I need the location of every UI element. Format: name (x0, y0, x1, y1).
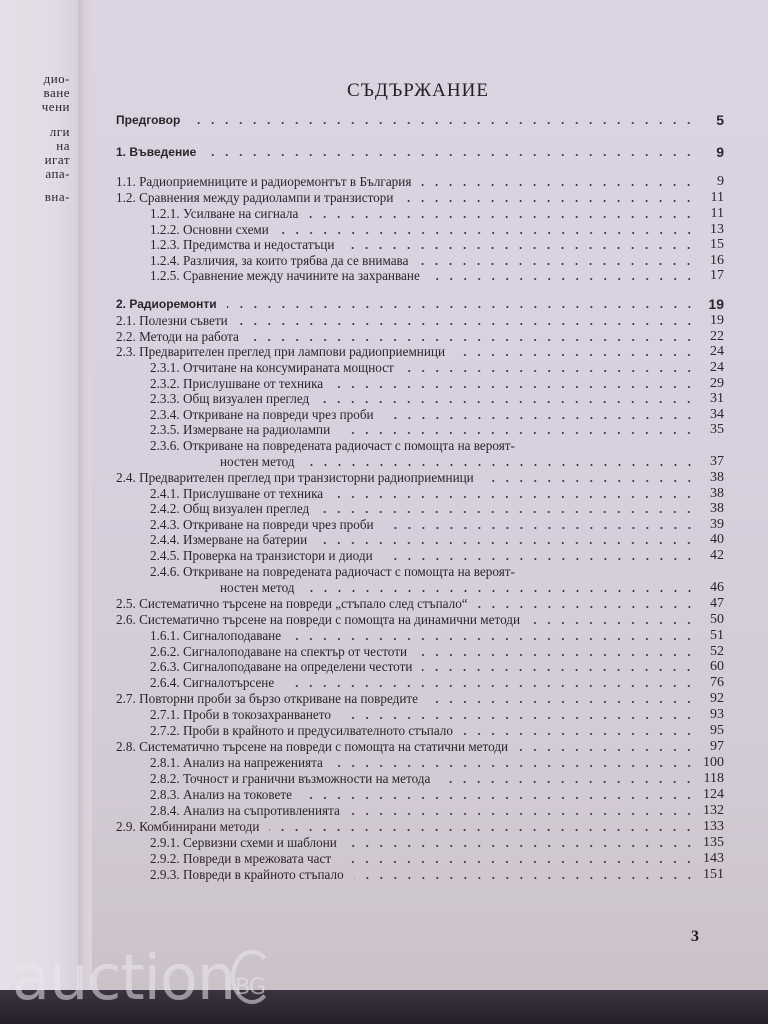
toc-entry-title (116, 724, 453, 738)
toc-entry[interactable] (116, 207, 724, 221)
dot-leader (190, 122, 696, 124)
toc-entry[interactable] (116, 345, 724, 359)
toc-entry-number: 1.2.4. (150, 253, 180, 268)
toc-entry[interactable] (116, 191, 724, 205)
toc-entry[interactable] (116, 788, 724, 802)
toc-entry[interactable] (116, 565, 724, 579)
toc-entry-number: 2.3.2. (150, 376, 180, 391)
toc-entry-number: 2.4.6. (150, 564, 180, 579)
toc-entry-label: Проби в токозахранването (182, 707, 331, 722)
toc-entry-title (116, 613, 520, 627)
toc-entry-title (116, 330, 239, 344)
dot-leader (319, 401, 696, 403)
toc-entry-number: 2.4.1. (150, 486, 180, 501)
toc-entry-number: 1. (116, 145, 127, 159)
toc-entry-title (116, 471, 474, 485)
toc-entry-number: 2.5. (116, 596, 136, 611)
toc-entry-label: Откриване на повредената радиочаст с помощта на вероят- (182, 564, 515, 579)
dot-leader (530, 622, 696, 624)
dot-leader (317, 542, 696, 544)
toc-entry-title (116, 645, 407, 659)
toc-entry-label: Систематично търсене на повреди с помощта на статични методи (139, 739, 509, 754)
dot-leader (269, 829, 696, 831)
toc-entry-label: Радиоремонти (129, 297, 217, 311)
toc-entry[interactable] (116, 392, 724, 406)
toc-entry-page: 118 (703, 771, 724, 786)
toc-entry-page: 38 (710, 470, 724, 485)
toc-entry-title (116, 740, 508, 754)
toc-entry-number: 2. (116, 297, 127, 311)
toc-entry-label: Повреди в крайното стъпало (182, 867, 344, 882)
dot-leader (238, 323, 696, 325)
toc-entry-page: 143 (703, 851, 724, 866)
toc-entry[interactable] (116, 439, 724, 453)
toc-entry-number: 2.6.4. (150, 675, 180, 690)
toc-entry-label: Сравнения между радиолампи и транзистори (139, 190, 394, 205)
toc-entry-title (116, 868, 344, 882)
toc-entry-title (116, 549, 373, 563)
toc-entry[interactable] (116, 740, 724, 754)
toc-entry[interactable] (116, 613, 724, 627)
toc-entry-number: 2.3.6. (150, 438, 180, 453)
toc-entry[interactable] (116, 836, 724, 850)
toc-entry-page: 76 (710, 675, 724, 690)
toc-entry-number: 1.2.5. (150, 268, 180, 283)
dot-leader (305, 464, 696, 466)
toc-entry-label: Предговор (116, 113, 181, 127)
toc-entry-number: 2.9. (116, 819, 136, 834)
dot-leader (227, 306, 696, 308)
toc-entry[interactable] (116, 145, 724, 159)
toc-entry-label: Измерване на батерии (182, 532, 308, 547)
toc-entry-title (116, 269, 420, 283)
toc-entry-label: Предварителен преглед при транзисторни радиоприемници (139, 470, 474, 485)
toc-entry-label: Методи на работа (139, 329, 239, 344)
page-title: СЪДЪРЖАНИЕ (347, 80, 489, 101)
toc-entry-number: 2.3.3. (150, 391, 180, 406)
toc-entry-title (116, 502, 309, 516)
toc-entry-page: 42 (710, 548, 724, 563)
toc-entry[interactable] (116, 660, 724, 674)
toc-entry-page: 34 (710, 407, 724, 422)
toc-entry-title (116, 836, 337, 850)
right-page (92, 0, 768, 990)
dot-leader (340, 432, 696, 434)
toc-entry-label: Предварителен преглед при лампови радиоприемници (139, 344, 446, 359)
toc-entry[interactable] (116, 330, 724, 344)
toc-entry-number: 2.6.3. (150, 659, 180, 674)
toc-entry-label: Сигналоподаване на определени честоти (182, 659, 413, 674)
toc-entry-label: Прислушване от техника (182, 486, 324, 501)
toc-entry-page: 15 (710, 237, 724, 252)
toc-entry-number: 2.3.1. (150, 360, 180, 375)
toc-entry-label: Общ визуален преглед (182, 391, 310, 406)
toc-entry-title (116, 423, 330, 437)
toc-entry[interactable] (116, 692, 724, 706)
toc-entry-page: 11 (710, 190, 724, 205)
left-page-text-fragment: чени (41, 99, 70, 114)
toc-entry-title (116, 820, 259, 834)
toc-entry-page: 19 (710, 313, 724, 328)
toc-entry[interactable] (116, 423, 724, 437)
toc-entry-number: 2.8.3. (150, 787, 180, 802)
toc-entry-title (116, 852, 331, 866)
dot-leader (291, 638, 696, 640)
toc-entry-label: Анализ на напреженията (182, 755, 323, 770)
toc-entry-title (116, 223, 269, 237)
toc-entry-title (116, 676, 274, 690)
dot-leader (478, 606, 696, 608)
toc-entry-label: Откриване на повреди чрез проби (182, 407, 374, 422)
dot-leader (341, 717, 696, 719)
dot-leader (422, 669, 696, 671)
toc-entry-label: Общ визуален преглед (182, 501, 310, 516)
toc-entry-title (116, 692, 418, 706)
toc-entry-label: Сигналоподаване (182, 628, 282, 643)
toc-entry-label: Систематично търсене на повреди с помощта на динамични методи (139, 612, 521, 627)
toc-entry-number: 2.4.4. (150, 532, 180, 547)
dot-leader (308, 216, 696, 218)
dot-leader (383, 558, 696, 560)
toc-entry-label: Прислушване от техника (182, 376, 324, 391)
toc-entry-page: 13 (710, 222, 724, 237)
toc-entry[interactable] (116, 471, 724, 485)
toc-entry-label: Анализ на токовете (182, 787, 293, 802)
toc-entry-label: Сервизни схеми и шаблони (182, 835, 337, 850)
toc-entry-label: Сигналоподаване на спектър от честоти (182, 644, 408, 659)
toc-entry-label: Измерване на радиолампи (182, 422, 331, 437)
dot-leader (428, 701, 696, 703)
toc-entry-title (116, 455, 295, 469)
toc-entry-page: 35 (710, 422, 724, 437)
toc-entry-title (116, 581, 295, 595)
left-page-text-fragment: игат (44, 152, 70, 167)
toc-entry-title (116, 238, 334, 252)
watermark-text: auction (12, 941, 236, 1014)
toc-entry-title (116, 660, 412, 674)
page-number: 3 (691, 928, 699, 945)
toc-entry[interactable] (116, 868, 724, 882)
toc-entry-number: 2.7.1. (150, 707, 180, 722)
toc-entry[interactable] (116, 175, 724, 189)
toc-entry-number: 2.4.2. (150, 501, 180, 516)
dot-leader (302, 797, 696, 799)
toc-entry-label: Отчитане на консумираната мощност (182, 360, 394, 375)
toc-entry[interactable] (116, 297, 724, 311)
toc-entry-label: ностен метод (220, 454, 295, 469)
toc-entry-number: 2.4.3. (150, 517, 180, 532)
toc-entry-label: Повторни проби за бързо откриване на повредите (139, 691, 419, 706)
toc-entry-title (116, 439, 515, 453)
toc-entry-label: Проби в крайното и предусилвателното стъпало (182, 723, 453, 738)
dot-leader (430, 278, 696, 280)
toc-entry[interactable] (116, 676, 724, 690)
toc-entry-number: 2.8.2. (150, 771, 180, 786)
toc-entry-page: 11 (710, 206, 724, 221)
toc-entry-page: 151 (703, 867, 724, 882)
toc-entry-label: Систематично търсене на повреди „стъпало след стъпало“ (139, 596, 468, 611)
toc-entry-page: 100 (703, 755, 724, 770)
toc-entry[interactable] (116, 549, 724, 563)
left-page-text-fragment: лги (49, 124, 70, 139)
toc-entry-number: 2.4.5. (150, 548, 180, 563)
toc-entry-page: 37 (710, 454, 724, 469)
toc-entry-title (116, 392, 309, 406)
toc-entry[interactable] (116, 455, 724, 469)
toc-entry-page: 50 (710, 612, 724, 627)
toc-entry-title (116, 804, 340, 818)
toc-entry-number: 1.1. (116, 174, 136, 189)
toc-entry-title (116, 772, 430, 786)
dot-leader (354, 877, 696, 879)
dot-leader (284, 685, 696, 687)
dot-leader (344, 247, 696, 249)
toc-entry-page: 132 (703, 803, 724, 818)
toc-entry-page: 47 (710, 596, 724, 611)
toc-entry[interactable] (116, 597, 724, 611)
toc-entry-page: 38 (710, 486, 724, 501)
toc-entry-page: 24 (710, 360, 724, 375)
toc-entry-label: ностен метод (220, 580, 295, 595)
toc-entry-label: Точност и гранични възможности на метода (182, 771, 431, 786)
toc-entry-page: 60 (710, 659, 724, 674)
toc-entry-title (116, 254, 408, 268)
toc-entry-number: 2.3.4. (150, 407, 180, 422)
toc-entry-page: 92 (710, 691, 724, 706)
toc-entry-title (116, 756, 323, 770)
toc-entry-title (116, 788, 292, 802)
toc-entry-page: 16 (710, 253, 724, 268)
toc-entry[interactable] (116, 645, 724, 659)
toc-entry-title (116, 518, 374, 532)
toc-entry-number: 2.9.3. (150, 867, 180, 882)
toc-entry-title (116, 207, 298, 221)
toc-entry-title (116, 314, 228, 328)
toc-entry-title (116, 487, 323, 501)
toc-entry-title (116, 565, 515, 579)
book-gutter (78, 0, 92, 990)
toc-entry-page: 46 (710, 580, 724, 595)
dot-leader (333, 765, 696, 767)
toc-entry-label: Откриване на повредената радиочаст с помощта на вероят- (182, 438, 515, 453)
toc-entry[interactable] (116, 756, 724, 770)
toc-entry-page: 9 (717, 174, 724, 189)
dot-leader (421, 184, 696, 186)
toc-entry-label: Повреди в мрежовата част (182, 851, 332, 866)
toc-entry-number: 2.9.2. (150, 851, 180, 866)
toc-entry-number: 2.8.4. (150, 803, 180, 818)
toc-entry-page: 51 (710, 628, 724, 643)
dot-leader (206, 154, 696, 156)
toc-entry-number: 1.2. (116, 190, 136, 205)
toc-entry-page: 40 (710, 532, 724, 547)
dot-leader (305, 590, 696, 592)
toc-entry[interactable] (116, 724, 724, 738)
toc-entry-label: Радиоприемниците и радиоремонтът в България (139, 174, 412, 189)
toc-entry-number: 2.3.5. (150, 422, 180, 437)
toc-entry-title (116, 145, 196, 159)
toc-entry-page: 31 (710, 391, 724, 406)
toc-entry-label: Откриване на повреди чрез проби (182, 517, 374, 532)
toc-entry-page: 17 (710, 268, 724, 283)
left-page-text-fragment: дио- (43, 71, 70, 86)
toc-entry[interactable] (116, 629, 724, 643)
toc-entry[interactable] (116, 269, 724, 283)
dot-leader (418, 263, 696, 265)
toc-entry-page: 9 (716, 144, 724, 160)
toc-entry-title (116, 377, 323, 391)
dot-leader (347, 845, 696, 847)
toc-entry-title (116, 629, 281, 643)
dot-leader (417, 654, 696, 656)
toc-entry-label: Проверка на транзистори и диоди (182, 548, 373, 563)
toc-entry-label: Полезни съвети (139, 313, 228, 328)
dot-leader (350, 813, 696, 815)
toc-entry-number: 2.8. (116, 739, 136, 754)
dot-leader (279, 232, 696, 234)
dot-leader (403, 200, 696, 202)
toc-entry[interactable] (116, 518, 724, 532)
left-page-edge (0, 0, 78, 990)
toc-entry-number: 2.8.1. (150, 755, 180, 770)
toc-entry-label: Предимства и недостатъци (182, 237, 335, 252)
toc-entry-label: Анализ на съпротивленията (182, 803, 340, 818)
toc-entry-title (116, 361, 394, 375)
toc-entry-number: 2.9.1. (150, 835, 180, 850)
toc-entry[interactable] (116, 772, 724, 786)
toc-entry-label: Различия, за които трябва да се внимава (182, 253, 409, 268)
toc-entry-page: 124 (703, 787, 724, 802)
toc-entry-page: 22 (710, 329, 724, 344)
dot-leader (484, 480, 696, 482)
toc-entry-page: 38 (710, 501, 724, 516)
toc-entry-title (116, 297, 217, 311)
toc-entry-label: Сравнение между начините на захранване (182, 268, 420, 283)
toc-entry[interactable] (116, 377, 724, 391)
toc-entry-page: 5 (716, 112, 724, 128)
toc-entry-label: Комбинирани методи (139, 819, 260, 834)
toc-entry-title (116, 113, 180, 127)
toc-entry[interactable] (116, 113, 724, 127)
toc-entry-page: 39 (710, 517, 724, 532)
dot-leader (333, 496, 696, 498)
toc-entry[interactable] (116, 708, 724, 722)
toc-entry[interactable] (116, 223, 724, 237)
toc-entry[interactable] (116, 314, 724, 328)
toc-entry-number: 2.1. (116, 313, 136, 328)
toc-entry[interactable] (116, 487, 724, 501)
dot-leader (333, 386, 696, 388)
watermark-suffix: BG (235, 975, 265, 1000)
toc-entry[interactable] (116, 804, 724, 818)
toc-entry-page: 19 (708, 296, 724, 312)
toc-entry-page: 95 (710, 723, 724, 738)
toc-entry-label: Въведение (129, 145, 197, 159)
dot-leader (249, 339, 696, 341)
left-page-text-fragment: на (56, 138, 70, 153)
dot-leader (463, 733, 696, 735)
toc-entry[interactable] (116, 408, 724, 422)
toc-entry-title (116, 191, 393, 205)
left-page-text-fragment: вна- (44, 189, 70, 204)
toc-entry[interactable] (116, 502, 724, 516)
toc-entry-page: 97 (710, 739, 724, 754)
dot-leader (384, 527, 696, 529)
toc-entry-page: 24 (710, 344, 724, 359)
toc-entry-page: 93 (710, 707, 724, 722)
toc-entry-number: 1.2.1. (150, 206, 180, 221)
left-page-text-fragment: ване (43, 85, 70, 100)
toc-entry-page: 29 (710, 376, 724, 391)
toc-entry[interactable] (116, 852, 724, 866)
toc-entry[interactable] (116, 238, 724, 252)
toc-entry-number: 2.6.2. (150, 644, 180, 659)
toc-entry-title (116, 597, 468, 611)
toc-entry[interactable] (116, 820, 724, 834)
toc-entry-page: 52 (710, 644, 724, 659)
toc-entry-title (116, 408, 374, 422)
toc-entry-title (116, 533, 307, 547)
toc-entry[interactable] (116, 581, 724, 595)
dot-leader (518, 749, 696, 751)
dot-leader (404, 370, 696, 372)
dot-leader (384, 417, 696, 419)
toc-entry-number: 1.2.3. (150, 237, 180, 252)
dot-leader (319, 511, 696, 513)
left-page-text-fragment: апа- (45, 166, 70, 181)
toc-entry-number: 2.4. (116, 470, 136, 485)
toc-entry-label: Усилване на сигнала (182, 206, 299, 221)
toc-entry-page: 135 (703, 835, 724, 850)
toc-entry-title (116, 175, 411, 189)
toc-entry-page: 133 (703, 819, 724, 834)
toc-entry-number: 2.2. (116, 329, 136, 344)
toc-entry-number: 2.7. (116, 691, 136, 706)
dot-leader (341, 861, 696, 863)
toc-entry-label: Основни схеми (182, 222, 269, 237)
toc-entry-number: 2.3. (116, 344, 136, 359)
watermark (12, 941, 265, 1014)
toc-entry-number: 2.6. (116, 612, 136, 627)
dot-leader (440, 781, 696, 783)
toc-entry[interactable] (116, 361, 724, 375)
toc-entry[interactable] (116, 254, 724, 268)
toc-entry-title (116, 708, 331, 722)
dot-leader (455, 354, 696, 356)
toc-entry-label: Сигналотърсене (182, 675, 275, 690)
toc-entry-title (116, 345, 445, 359)
toc-entry-number: 1.6.1. (150, 628, 180, 643)
toc-entry[interactable] (116, 533, 724, 547)
toc-entry-number: 2.7.2. (150, 723, 180, 738)
toc-entry-number: 1.2.2. (150, 222, 180, 237)
